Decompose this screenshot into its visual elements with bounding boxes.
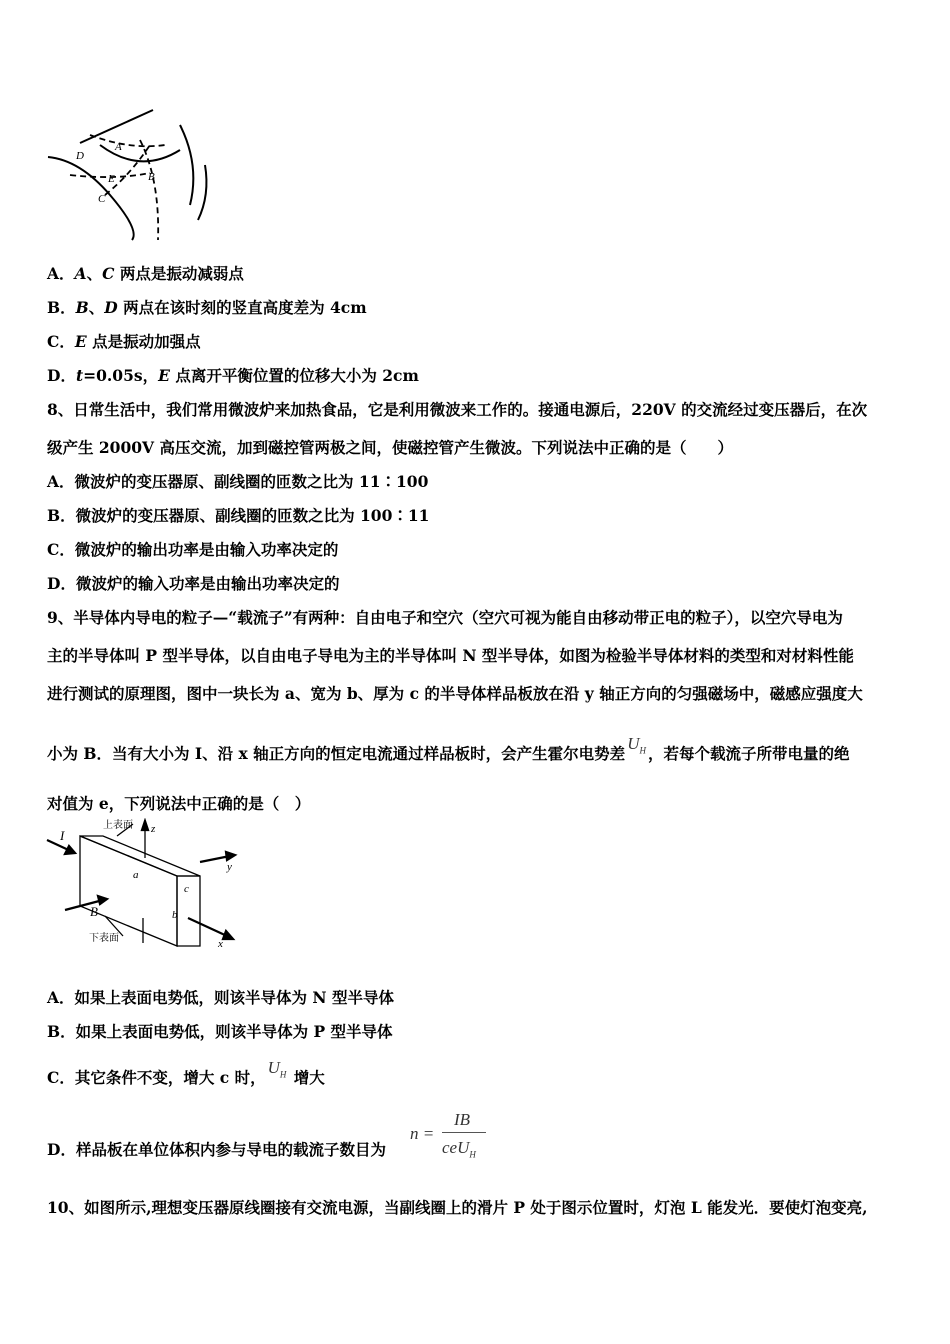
magnetic-field-label: B (90, 904, 98, 919)
q8-stem-line-2: 级产生 2000V 高压交流，加到磁控管两极之间，使磁控管产生微波。下列说法中正确的是（ ） (47, 438, 733, 457)
q9-option-a[interactable]: A．如果上表面电势低，则该半导体为 N 型半导体 (47, 988, 394, 1007)
solid-wavefront-4 (180, 125, 193, 205)
q7-option-b[interactable]: B．B、D 两点在该时刻的竖直高度差为 4cm (47, 298, 367, 317)
q7-option-d[interactable]: D．t=0.05s，E 点离开平衡位置的位移大小为 2cm (47, 366, 419, 385)
hall-voltage-symbol: $U_H$ (627, 734, 646, 756)
q9-stem-line-2: 主的半导体叫 P 型半导体，以自由电子导电为主的半导体叫 N 型半导体，如图为检验半导体材料的类型和对材料性能 (47, 646, 854, 665)
q7-option-c[interactable]: C．E 点是振动加强点 (47, 332, 201, 351)
y-arrowhead (226, 852, 235, 860)
point-label-a: A (115, 141, 122, 153)
x-axis-label: x (218, 938, 223, 948)
length-a-label: a (133, 869, 139, 881)
bottom-face-label: 下表面 (89, 933, 119, 944)
q9-stem-line-5: 对值为 e，下列说法中正确的是（ ） (47, 794, 311, 813)
solid-wavefront-1 (48, 157, 134, 240)
q8-option-b[interactable]: B．微波炉的变压器原、副线圈的匝数之比为 100∶11 (47, 506, 430, 525)
point-label-d: D (76, 150, 84, 162)
solid-wavefront-2 (80, 110, 153, 143)
q9-stem-line-1: 9、半导体内导电的粒子—“载流子”有两种：自由电子和空穴（空穴可视为能自由移动带正电的粒子），以空穴导电为 (47, 608, 843, 627)
point-label-c: C (98, 193, 106, 205)
slab-front-face (80, 836, 177, 946)
width-b-label: b (172, 909, 178, 921)
y-axis-arrow (200, 856, 230, 862)
thickness-c-label: c (184, 883, 189, 895)
q10-stem-line-1: 10、如图所示,理想变压器原线圈接有交流电源，当副线圈上的滑片 P 处于图示位置时，灯泡 L 能发光．要使灯泡变亮, (47, 1198, 868, 1217)
dashed-wavefront-2 (90, 135, 165, 146)
b-field-arrowhead (98, 896, 107, 904)
solid-wavefront-5 (198, 165, 206, 220)
q9-option-d[interactable]: D．样品板在单位体积内参与导电的载流子数目为 (47, 1140, 386, 1159)
q9-stem-line-3: 进行测试的原理图，图中一块长为 a、宽为 b、厚为 c 的半导体样品板放在沿 y 轴正方向的匀强磁场中，磁感应强度大 (47, 684, 863, 703)
q8-option-c[interactable]: C．微波炉的输出功率是由输入功率决定的 (47, 540, 339, 559)
z-arrowhead (142, 821, 148, 830)
slab-top-face (80, 836, 200, 876)
q8-option-a[interactable]: A．微波炉的变压器原、副线圈的匝数之比为 11∶100 (47, 472, 429, 491)
q8-stem-line-1: 8、日常生活中，我们常用微波炉来加热食品，它是利用微波来工作的。接通电源后，220V 的交流经过变压器后，在次 (47, 400, 868, 419)
hall-voltage-symbol-c: $U_H$ (267, 1058, 287, 1080)
current-arrowhead (65, 846, 75, 854)
z-axis-label: z (151, 823, 156, 835)
y-axis-label: y (227, 861, 232, 873)
hall-effect-figure (45, 818, 245, 948)
q9-option-b[interactable]: B．如果上表面电势低，则该半导体为 P 型半导体 (47, 1022, 393, 1041)
wave-interference-figure (40, 105, 215, 245)
current-label: I (60, 828, 65, 843)
point-label-e: E (108, 173, 115, 185)
x-axis-arrow (188, 918, 227, 936)
top-face-label: 上表面 (103, 820, 133, 831)
q7-option-a[interactable]: A．A、C 两点是振动减弱点 (47, 264, 244, 283)
point-label-b: B (148, 171, 155, 183)
q9-stem-line-4: 小为 B．当有大小为 I、沿 x 轴正方向的恒定电流通过样品板时，会产生霍尔电势差$U_H$ ，若每个载流子所带电量的绝 (47, 734, 850, 763)
x-arrowhead (223, 931, 233, 939)
q9-option-c[interactable]: C．其它条件不变，增大 c 时，$U_H$ 增大 (47, 1058, 325, 1087)
q8-option-d[interactable]: D．微波炉的输入功率是由输出功率决定的 (47, 574, 340, 593)
